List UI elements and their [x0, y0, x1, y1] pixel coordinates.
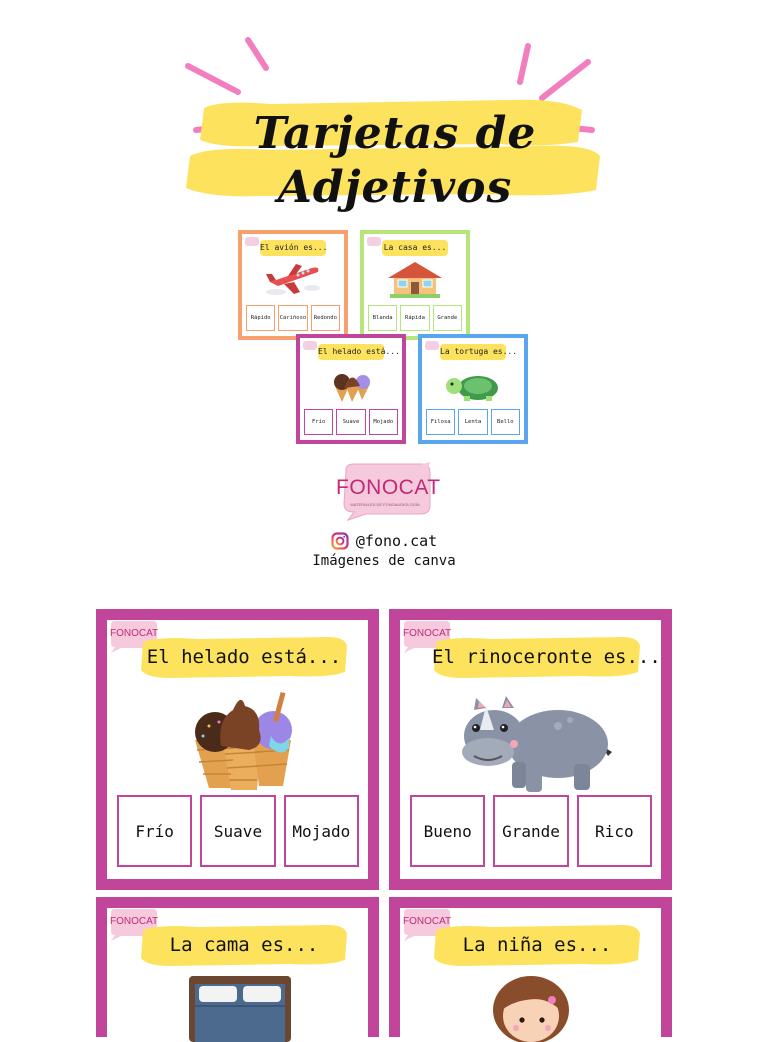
preview-card-turtle — [418, 334, 528, 444]
preview-option: Cariñoso — [278, 305, 307, 331]
preview-card-title: El helado está... — [318, 344, 384, 360]
card-title — [139, 922, 349, 968]
rhino-image — [454, 686, 614, 796]
preview-option: Suave — [336, 409, 365, 435]
house-image — [384, 258, 446, 300]
preview-option: Lenta — [458, 409, 487, 435]
preview-card-ice-cream — [296, 334, 406, 444]
option-box: Bueno — [410, 795, 485, 867]
instagram-row — [0, 530, 768, 552]
card-rhino — [389, 609, 672, 890]
preview-option: Rápido — [246, 305, 275, 331]
card-title-text: La cama es... — [169, 934, 319, 956]
card-title-text: El rinoceronte es... — [432, 646, 661, 668]
turtle-image — [442, 362, 504, 404]
brand-tagline: MATERIALES DE FONOAUDIOLOGÍA — [350, 502, 420, 507]
card-title-text: La niña es... — [462, 934, 612, 956]
option-box: Grande — [493, 795, 568, 867]
card-tag — [303, 341, 317, 350]
ice-cream-image — [320, 362, 382, 404]
card-title-text: El helado está... — [146, 646, 342, 668]
preview-card-house — [360, 230, 470, 340]
card-bed — [96, 897, 379, 1037]
card-tag — [367, 237, 381, 246]
card-ice-cream — [96, 609, 379, 890]
card-girl — [389, 897, 672, 1037]
preview-option: Grande — [433, 305, 462, 331]
option-box: Rico — [577, 795, 652, 867]
page-title-block — [180, 30, 610, 213]
card-tag — [245, 237, 259, 246]
preview-card-airplane — [238, 230, 348, 340]
card-logo-word: FONOCAT — [110, 628, 159, 639]
airplane-image — [262, 258, 324, 300]
card-title — [432, 922, 642, 968]
instagram-icon[interactable] — [331, 532, 349, 550]
preview-card-title: La casa es... — [382, 240, 448, 256]
card-tag — [425, 341, 439, 350]
ice-cream-image — [189, 690, 299, 790]
card-logo-word: FONOCAT — [403, 628, 452, 639]
preview-card-title: El avión es... — [260, 240, 326, 256]
preview-option: Bello — [491, 409, 520, 435]
title-line-1: Tarjetas de — [253, 108, 537, 159]
bed-image — [185, 972, 295, 1042]
option-box: Mojado — [284, 795, 359, 867]
title-line-2: Adjetivos — [277, 162, 513, 213]
preview-option: Redondo — [311, 305, 340, 331]
card-logo-word: FONOCAT — [403, 916, 452, 927]
card-logo-word: FONOCAT — [110, 916, 159, 927]
preview-option: Filosa — [426, 409, 455, 435]
card-title — [432, 634, 661, 680]
brand-name: FONOCAT — [336, 476, 441, 499]
instagram-handle[interactable]: @fono.cat — [355, 531, 438, 550]
card-title — [139, 634, 349, 680]
preview-option: Frío — [304, 409, 333, 435]
girl-image — [486, 966, 576, 1036]
option-box: Suave — [200, 795, 275, 867]
fonocat-logo — [336, 462, 441, 522]
image-credit: Imágenes de canva — [312, 553, 456, 569]
preview-option: Rápida — [400, 305, 429, 331]
preview-option: Blanda — [368, 305, 397, 331]
preview-card-title: La tortuga es... — [440, 344, 506, 360]
preview-option: Mojado — [369, 409, 398, 435]
option-box: Frío — [117, 795, 192, 867]
